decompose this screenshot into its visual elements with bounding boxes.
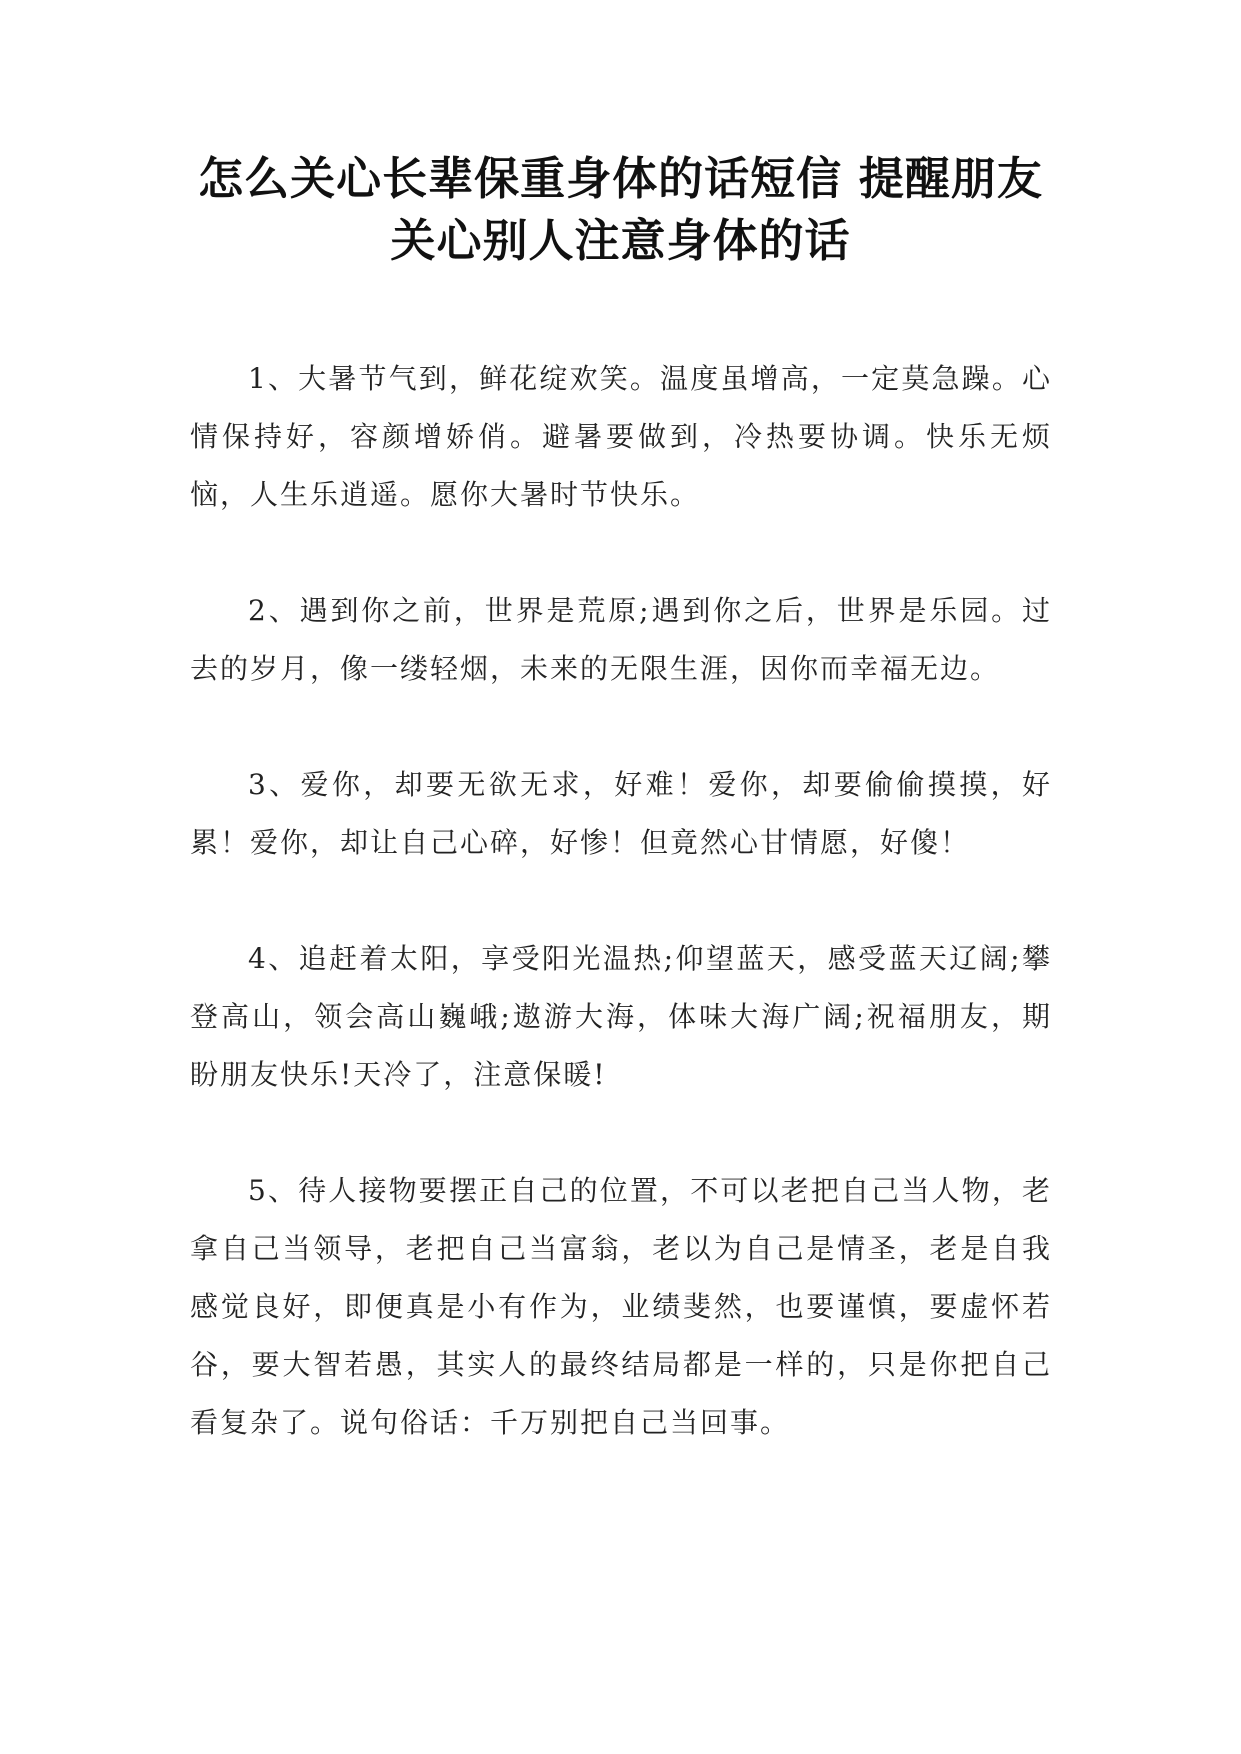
document-title bbox=[150, 148, 1091, 272]
document-body bbox=[190, 350, 1052, 1510]
title-line-2: 关心别人注意身体的话 bbox=[390, 214, 851, 267]
paragraph-5: 5、待人接物要摆正自己的位置，不可以老把自己当人物，老拿自己当领导，老把自己当富翁，老以为自己是情圣，老是自我感觉良好，即便真是小有作为，业绩斐然，也要谨慎，要虚怀若谷，要大智若愚，其实人的最终结局都是一样的，只是你把自己看复杂了。说句俗话：千万别把自己当回事。 bbox=[190, 1174, 1052, 1439]
title-line-1: 怎么关心长辈保重身体的话短信 提醒朋友 bbox=[198, 152, 1043, 205]
paragraph-2: 2、遇到你之前，世界是荒原;遇到你之后，世界是乐园。过去的岁月，像一缕轻烟，未来的无限生涯，因你而幸福无边。 bbox=[190, 594, 1052, 685]
paragraph-4: 4、追赶着太阳，享受阳光温热;仰望蓝天，感受蓝天辽阔;攀登高山，领会高山巍峨;遨游大海，体味大海广阔;祝福朋友，期盼朋友快乐!天冷了，注意保暖! bbox=[190, 942, 1052, 1091]
paragraph-3: 3、爱你，却要无欲无求，好难！爱你，却要偷偷摸摸，好累！爱你，却让自己心碎，好惨！但竟然心甘情愿，好傻！ bbox=[190, 768, 1052, 859]
paragraph-1: 1、大暑节气到，鲜花绽欢笑。温度虽增高，一定莫急躁。心情保持好，容颜增娇俏。避暑要做到，冷热要协调。快乐无烦恼，人生乐逍遥。愿你大暑时节快乐。 bbox=[190, 362, 1052, 511]
